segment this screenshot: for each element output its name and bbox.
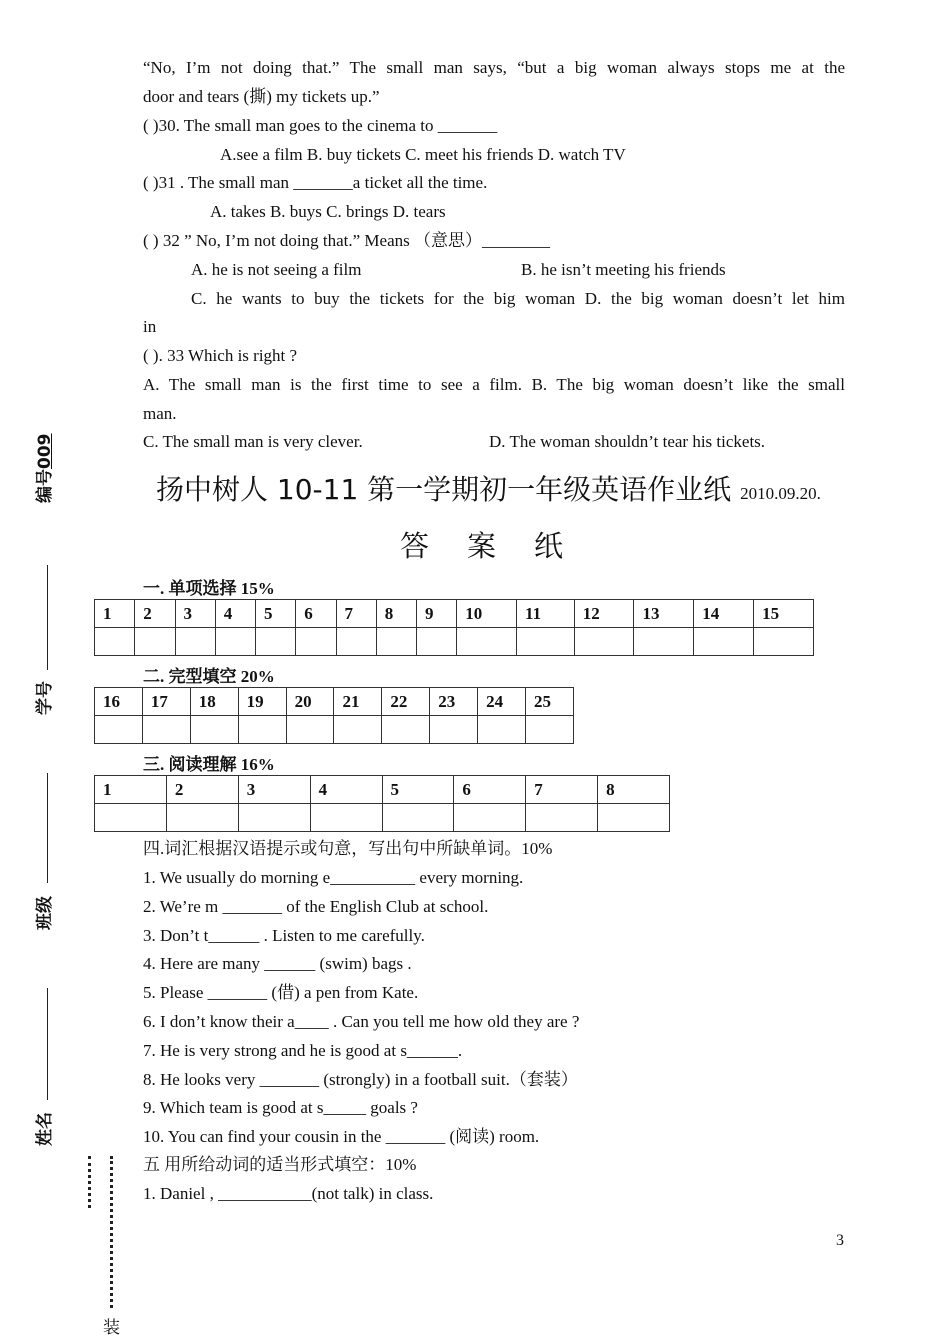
- section-1-number-cell: 2: [135, 600, 175, 628]
- title-date: 2010.09.20.: [740, 484, 821, 503]
- class-label: 班级: [35, 896, 55, 930]
- section-1-number-cell: 10: [457, 600, 517, 628]
- binding-label: 装: [103, 1318, 120, 1338]
- section-2-number-cell: 19: [238, 688, 286, 716]
- vocab-item-2: 2. We’re m _______ of the English Club at school.: [143, 896, 489, 916]
- section-1-answer-cell[interactable]: [574, 628, 634, 656]
- question-33-continued: man.: [143, 404, 177, 423]
- question-31: ( )31 . The small man _______a ticket all the time.: [143, 173, 488, 192]
- section-2-answer-cell[interactable]: [478, 716, 526, 744]
- section-1-answer-cell[interactable]: [376, 628, 416, 656]
- section-2-answer-cell[interactable]: [430, 716, 478, 744]
- vocab-item-6: 6. I don’t know their a____ . Can you tell me how old they are ?: [143, 1012, 580, 1031]
- section-1-number-cell: 11: [517, 600, 575, 628]
- vocab-item-9: 9. Which team is good at s_____ goals ?: [143, 1098, 418, 1118]
- section-1-number-cell: 3: [175, 600, 215, 628]
- section-1-answer-cell[interactable]: [296, 628, 336, 656]
- question-33: ( ). 33 Which is right ?: [143, 346, 298, 365]
- section-2-number-cell: 16: [95, 688, 143, 716]
- section-1-number-cell: 5: [256, 600, 296, 628]
- section-1-answer-cell[interactable]: [135, 628, 175, 656]
- section-3-answer-cell[interactable]: [238, 804, 310, 832]
- question-32-options-cd: C. he wants to buy the tickets for the big woman D. the big woman doesn’t let him: [191, 289, 845, 308]
- section-2-number-cell: 21: [334, 688, 382, 716]
- section-3-number-cell: 1: [95, 776, 167, 804]
- vocab-item-7: 7. He is very strong and he is good at s______.: [143, 1040, 463, 1060]
- section-2-number-cell: 18: [190, 688, 238, 716]
- serial-number-field: [30, 434, 55, 504]
- section-3-answer-cell[interactable]: [382, 804, 454, 832]
- section-2-answer-cell[interactable]: [95, 716, 143, 744]
- section-2-answer-cell[interactable]: [142, 716, 190, 744]
- section-1-number-cell: 6: [296, 600, 336, 628]
- section-2-number-cell: 24: [478, 688, 526, 716]
- vocab-item-8: 8. He looks very _______ (strongly) in a football suit.（套装）: [143, 1069, 578, 1089]
- section-2-number-cell: 22: [382, 688, 430, 716]
- page-number: 3: [836, 1232, 844, 1249]
- section-2-answer-cell[interactable]: [334, 716, 382, 744]
- section-3-number-cell: 6: [454, 776, 526, 804]
- section-1-answer-cell[interactable]: [215, 628, 255, 656]
- vocab-item-1: 1. We usually do morning e__________ every morning.: [143, 868, 524, 887]
- section-1-number-cell: 4: [215, 600, 255, 628]
- section-2-answer-cell[interactable]: [190, 716, 238, 744]
- section-2-number-cell: 17: [142, 688, 190, 716]
- section-1-answer-cell[interactable]: [754, 628, 814, 656]
- section-3-number-cell: 4: [310, 776, 382, 804]
- student-number-label: 学号: [35, 681, 55, 715]
- section-2-answer-grid: [94, 687, 574, 744]
- section-1-answer-cell[interactable]: [336, 628, 376, 656]
- vocab-item-4: 4. Here are many ______ (swim) bags .: [143, 954, 412, 974]
- section-1-answer-cell[interactable]: [95, 628, 135, 656]
- question-32-continued: in: [143, 317, 157, 336]
- worksheet-title: [156, 468, 821, 508]
- section-2-answer-cell[interactable]: [382, 716, 430, 744]
- section-1-answer-cell[interactable]: [256, 628, 296, 656]
- section-2-number-cell: 20: [286, 688, 334, 716]
- title-text: 扬中树人 10-11 第一学期初一年级英语作业纸: [156, 473, 732, 506]
- section-3-answer-cell[interactable]: [526, 804, 598, 832]
- question-33-option-d: D. The woman shouldn’t tear his tickets.: [489, 432, 766, 451]
- section-3-answer-cell[interactable]: [454, 804, 526, 832]
- name-label: 姓名: [35, 1112, 55, 1146]
- section-1-number-cell: 9: [417, 600, 457, 628]
- question-32-option-b: B. he isn’t meeting his friends: [521, 260, 726, 279]
- section-2-number-cell: 23: [430, 688, 478, 716]
- section-5-heading: 五 用所给动词的适当形式填空：10%: [143, 1155, 417, 1174]
- binding-dots-left: [88, 1156, 95, 1208]
- section-2-answer-cell[interactable]: [526, 716, 574, 744]
- section-1-number-cell: 14: [694, 600, 754, 628]
- section-1-answer-cell[interactable]: [457, 628, 517, 656]
- binding-dots-right: [110, 1156, 117, 1308]
- section-1-number-cell: 12: [574, 600, 634, 628]
- section-1-heading: 一. 单项选择 15%: [143, 579, 275, 598]
- answer-sheet-heading: 答案纸: [400, 529, 602, 563]
- section-1-number-cell: 1: [95, 600, 135, 628]
- section-1-number-cell: 13: [634, 600, 694, 628]
- section-1-number-cell: 15: [754, 600, 814, 628]
- question-32-option-a: A. he is not seeing a film: [191, 260, 362, 279]
- section-3-answer-cell[interactable]: [310, 804, 382, 832]
- section-3-number-cell: 8: [598, 776, 670, 804]
- section-1-answer-cell[interactable]: [417, 628, 457, 656]
- section-3-answer-cell[interactable]: [598, 804, 670, 832]
- section-3-number-cell: 2: [166, 776, 238, 804]
- section-2-number-cell: 25: [526, 688, 574, 716]
- section-1-answer-cell[interactable]: [634, 628, 694, 656]
- serial-value: 009: [35, 433, 55, 469]
- section-1-answer-grid: [94, 599, 814, 656]
- section-1-answer-cell[interactable]: [694, 628, 754, 656]
- section-2-answer-cell[interactable]: [238, 716, 286, 744]
- section-4-heading: 四.词汇根据汉语提示或句意，写出句中所缺单词。10%: [143, 839, 553, 858]
- section-3-answer-cell[interactable]: [95, 804, 167, 832]
- question-33-option-c: C. The small man is very clever.: [143, 432, 363, 451]
- question-32: ( ) 32 ” No, I’m not doing that.” Means （意思）________: [143, 231, 550, 250]
- vocab-item-10: 10. You can find your cousin in the _______ (阅读) room.: [143, 1127, 540, 1147]
- section-3-number-cell: 7: [526, 776, 598, 804]
- section-1-answer-cell[interactable]: [175, 628, 215, 656]
- vocab-item-3: 3. Don’t t______ . Listen to me carefully.: [143, 925, 425, 945]
- section-3-heading: 三. 阅读理解 16%: [143, 755, 275, 774]
- name-blank: [47, 988, 48, 1100]
- question-31-options: A. takes B. buys C. brings D. tears: [210, 202, 446, 221]
- section-3-answer-cell[interactable]: [166, 804, 238, 832]
- question-33-options-ab: A. The small man is the first time to see a film. B. The big woman doesn’t like the small: [143, 375, 845, 394]
- section-2-answer-cell[interactable]: [286, 716, 334, 744]
- reading-line-2: door and tears (撕) my tickets up.”: [143, 87, 380, 106]
- question-30-options: A.see a film B. buy tickets C. meet his friends D. watch TV: [220, 145, 626, 164]
- section-3-answer-grid: [94, 775, 670, 832]
- vocab-item-5: 5. Please _______ (借) a pen from Kate.: [143, 983, 419, 1003]
- section-1-answer-cell[interactable]: [517, 628, 575, 656]
- reading-line-1: “No, I’m not doing that.” The small man says, “but a big woman always stops me at the: [143, 58, 845, 77]
- question-30: ( )30. The small man goes to the cinema to _______: [143, 116, 498, 135]
- class-blank: [47, 773, 48, 883]
- section-3-number-cell: 3: [238, 776, 310, 804]
- section-3-number-cell: 5: [382, 776, 454, 804]
- student-number-blank: [47, 565, 48, 670]
- section-2-heading: 二. 完型填空 20%: [143, 667, 275, 686]
- section-1-number-cell: 8: [376, 600, 416, 628]
- section-1-number-cell: 7: [336, 600, 376, 628]
- serial-label: 编号: [35, 469, 55, 503]
- section-5-item-1: 1. Daniel , ___________(not talk) in class.: [143, 1184, 434, 1203]
